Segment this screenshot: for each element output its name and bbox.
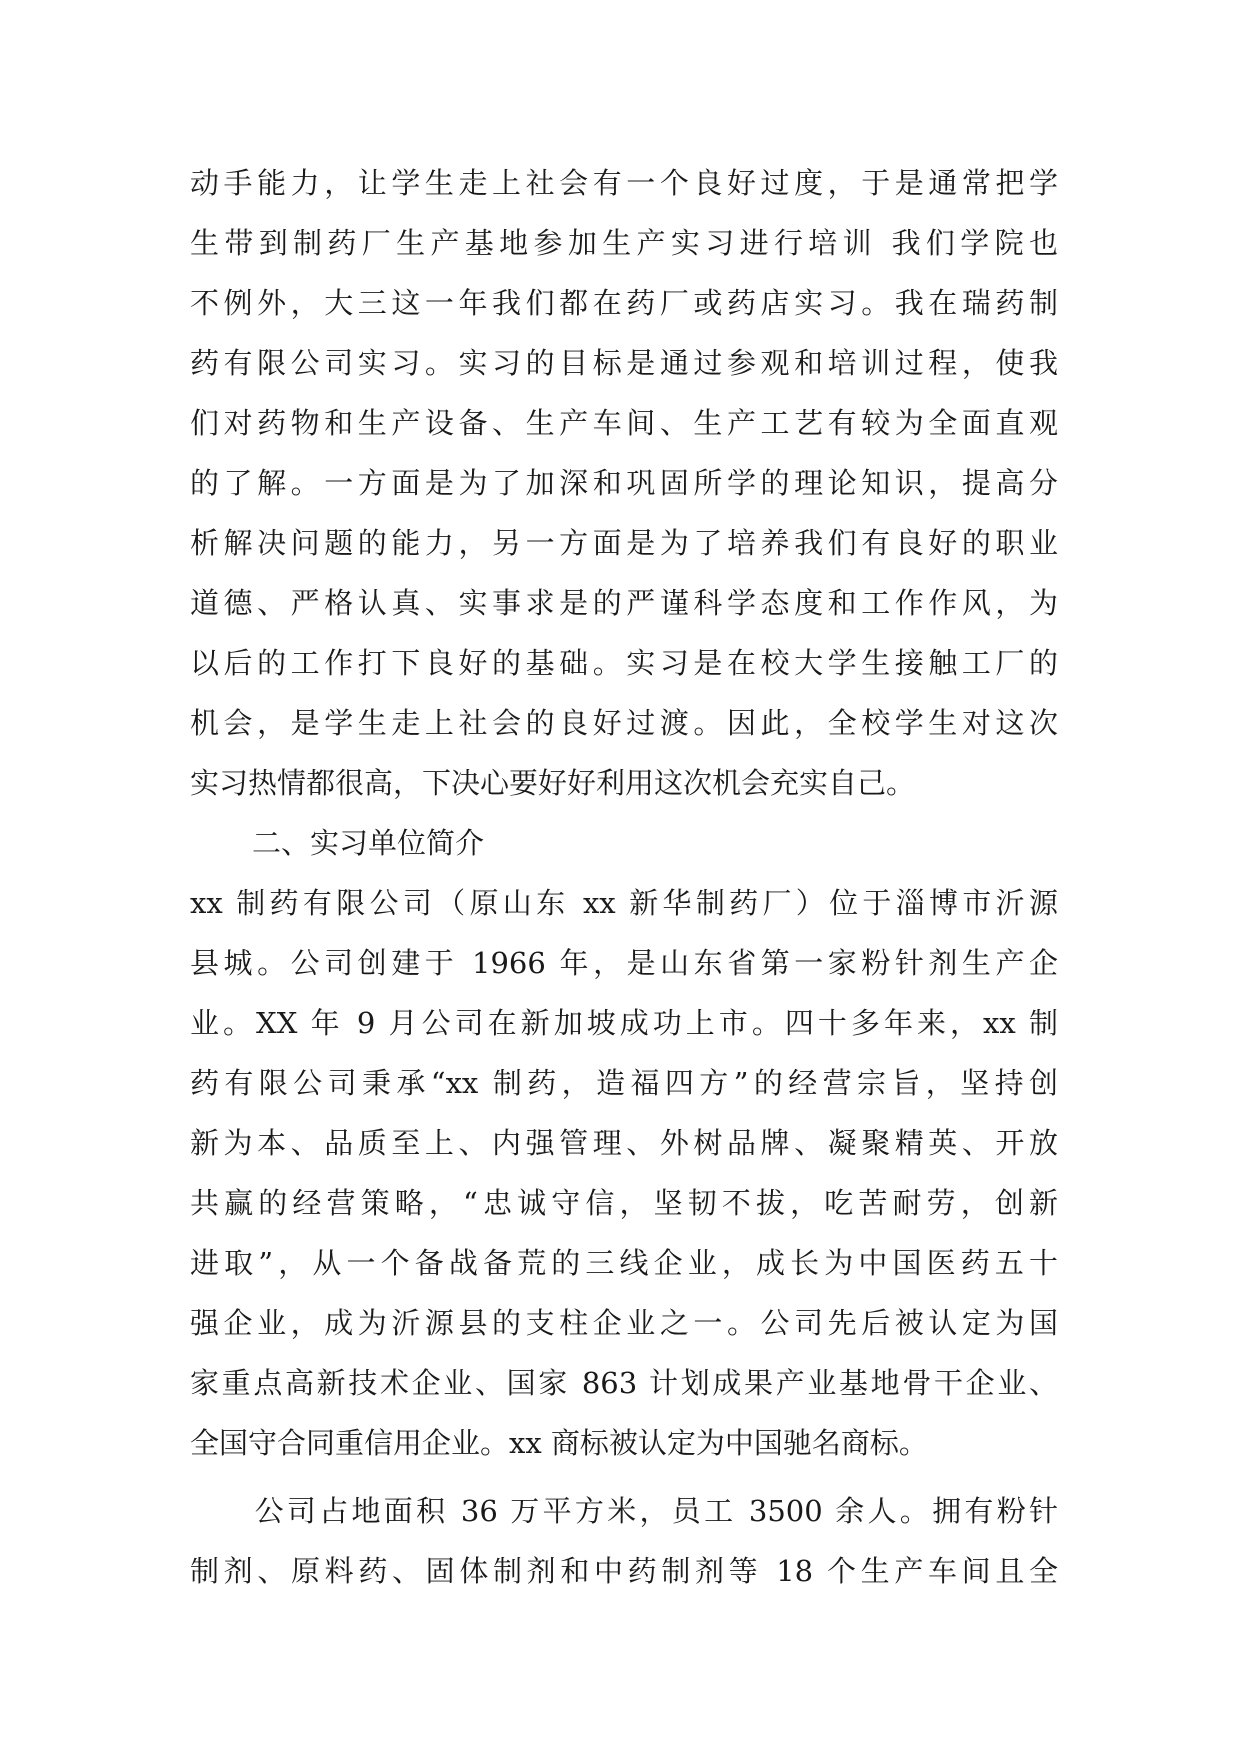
paragraph-company-facilities [190, 1481, 1058, 1601]
text-line: 道德、严格认真、实事求是的严谨科学态度和工作作风，为 [190, 586, 1058, 620]
text-line: 机会，是学生走上社会的良好过渡。因此，全校学生对这次 [190, 706, 1058, 740]
text-line: 药有限公司秉承“xx 制药，造福四方”的经营宗旨，坚持创 [190, 1066, 1058, 1100]
text-line: 公司占地面积 36 万平方米，员工 3500 余人。拥有粉针 [190, 1494, 1058, 1528]
text-line: xx 制药有限公司（原山东 xx 新华制药厂）位于淄博市沂源 [190, 886, 1058, 920]
text-line: 药有限公司实习。实习的目标是通过参观和培训过程，使我 [190, 346, 1058, 380]
text-line: 家重点高新技术企业、国家 863 计划成果产业基地骨干企业、 [190, 1366, 1058, 1400]
text-line: 制剂、原料药、固体制剂和中药制剂等 18 个生产车间且全 [190, 1554, 1058, 1588]
text-line: 生带到制药厂生产基地参加生产实习进行培训 我们学院也 [190, 226, 1058, 260]
text-line: 县城。公司创建于 1966 年，是山东省第一家粉针剂生产企 [190, 946, 1058, 980]
text-line: 共赢的经营策略，“忠诚守信，坚韧不拔，吃苦耐劳，创新 [190, 1186, 1058, 1220]
text-line: 强企业，成为沂源县的支柱企业之一。公司先后被认定为国 [190, 1306, 1058, 1340]
text-line: 以后的工作打下良好的基础。实习是在校大学生接触工厂的 [190, 646, 1058, 680]
paragraph-internship-purpose [190, 153, 1058, 813]
text-line: 新为本、品质至上、内强管理、外树品牌、凝聚精英、开放 [190, 1126, 1058, 1160]
text-line: 全国守合同重信用企业。xx 商标被认定为中国驰名商标。 [190, 1426, 928, 1460]
text-line: 们对药物和生产设备、生产车间、生产工艺有较为全面直观 [190, 406, 1058, 440]
text-line: 动手能力，让学生走上社会有一个良好过度，于是通常把学 [190, 166, 1058, 200]
text-line: 析解决问题的能力，另一方面是为了培养我们有良好的职业 [190, 526, 1058, 560]
paragraph-company-intro [190, 873, 1058, 1473]
text-line: 实习热情都很高，下决心要好好利用这次机会充实自己。 [190, 766, 916, 800]
text-line: 的了解。一方面是为了加深和巩固所学的理论知识，提高分 [190, 466, 1058, 500]
text-line: 进取”，从一个备战备荒的三线企业，成长为中国医药五十 [190, 1246, 1058, 1280]
document-body [190, 153, 1058, 1601]
section-heading: 二、实习单位简介 [252, 826, 485, 860]
paragraph-spacer [190, 1473, 1058, 1481]
text-line: 业。XX 年 9 月公司在新加坡成功上市。四十多年来，xx 制 [190, 1006, 1058, 1040]
text-line: 不例外，大三这一年我们都在药厂或药店实习。我在瑞药制 [190, 286, 1058, 320]
